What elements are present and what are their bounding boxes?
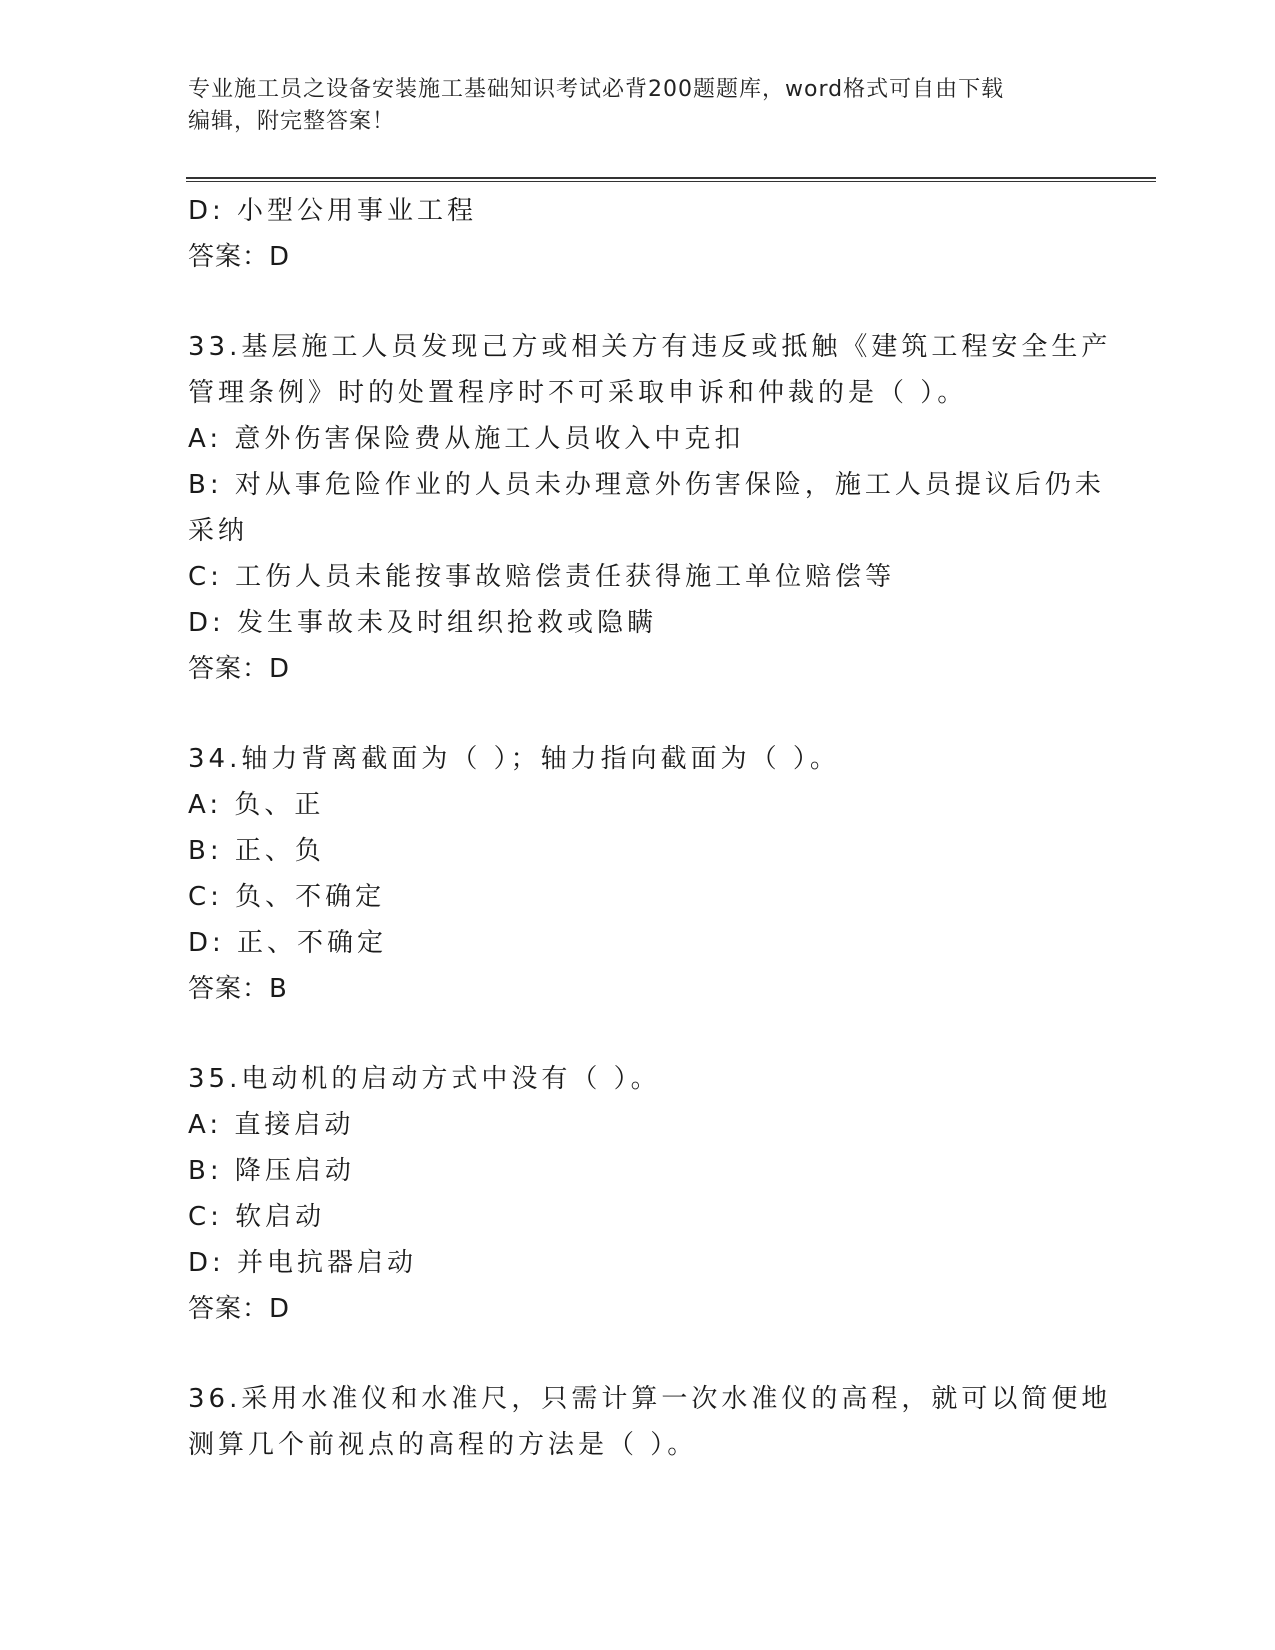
- option-a: A: 直接启动: [188, 1110, 355, 1140]
- answer-line: 答案：D: [188, 1294, 291, 1324]
- answer-line: 答案：D: [188, 242, 291, 272]
- option-d: D: 正、不确定: [188, 928, 388, 958]
- document-body: [188, 188, 1112, 1468]
- option-a: A: 负、正: [188, 790, 325, 820]
- answer-line: 答案：B: [188, 974, 288, 1004]
- question-33: [188, 324, 1112, 692]
- question-text-cont: 测算几个前视点的高程的方法是（ ）。: [188, 1430, 698, 1460]
- option-b: B: 正、负: [188, 836, 325, 866]
- question-text: 36.采用水准仪和水准尺，只需计算一次水准仪的高程，就可以简便地: [188, 1384, 1112, 1414]
- question-text: 35.电动机的启动方式中没有（ ）。: [188, 1064, 661, 1094]
- question-text: 33.基层施工人员发现己方或相关方有违反或抵触《建筑工程安全生产: [188, 332, 1112, 362]
- question-36: [188, 1376, 1112, 1468]
- option-c: C: 负、不确定: [188, 882, 386, 912]
- option-a: A: 意外伤害保险费从施工人员收入中克扣: [188, 424, 745, 454]
- option-d: D: 小型公用事业工程: [188, 196, 478, 226]
- question-34: [188, 736, 1068, 1012]
- answer-line: 答案：D: [188, 654, 291, 684]
- header-line-1: 专业施工员之设备安装施工基础知识考试必背200题题库，word格式可自由下载: [188, 77, 1005, 102]
- option-b: B: 降压启动: [188, 1156, 355, 1186]
- option-d: D: 并电抗器启动: [188, 1248, 418, 1278]
- question-text-cont: 管理条例》时的处置程序时不可采取申诉和仲裁的是（ ）。: [188, 378, 968, 408]
- page-header: [188, 74, 1088, 138]
- question-32-tail: [188, 188, 1068, 280]
- option-c: C: 软启动: [188, 1202, 326, 1232]
- header-divider: [186, 177, 1156, 182]
- option-b: B: 对从事危险作业的人员未办理意外伤害保险，施工人员提议后仍未: [188, 470, 1105, 500]
- option-d: D: 发生事故未及时组织抢救或隐瞒: [188, 608, 658, 638]
- header-line-2: 编辑，附完整答案！: [188, 109, 396, 134]
- option-c: C: 工伤人员未能按事故赔偿责任获得施工单位赔偿等: [188, 562, 896, 592]
- question-text: 34.轴力背离截面为（ ）；轴力指向截面为（ ）。: [188, 744, 840, 774]
- option-b-cont: 采纳: [188, 516, 249, 546]
- question-35: [188, 1056, 1068, 1332]
